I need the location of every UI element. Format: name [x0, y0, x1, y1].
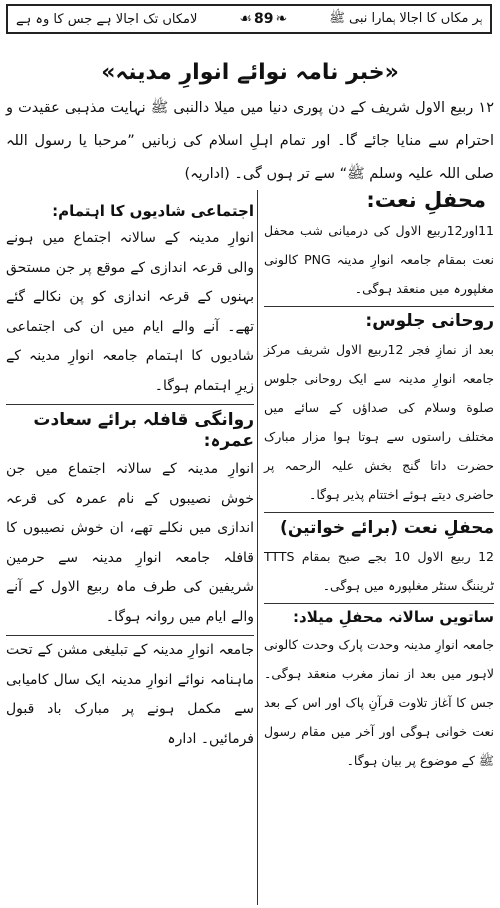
header-left-text: لامکاں تک اجالا ہے جس کا وہ ہے — [16, 11, 198, 27]
section-text: 11اور12ربیع الاول کی درمیانی شب محفل نعت بمقام جامعہ انوارِ مدینہ PNG کالونی مغلپورہ میں منعقد ہوگی۔ — [264, 216, 494, 307]
section-heading: روانگی قافلہ برائے سعادت عمرہ: — [33, 410, 254, 451]
page-number: ❧ 89 ☙ — [239, 11, 288, 27]
section-heading: محفلِ نعت (برائے خواتین) — [280, 518, 494, 538]
section-text: انوارِ مدینہ کے سالانہ اجتماع میں ہونے والی قرعہ اندازی کے موقع پر جن مستحق بہنوں کے قرعہ اندازی کو پن نکالے گئے تھے۔ آنے والے ایام میں ان کی اجتماعی شادیوں کا اہتمام جامعہ انوارِ مدینہ کے زیرِ اہتمام ہوگا۔ — [6, 224, 254, 405]
right-column — [264, 188, 494, 775]
section-heading: روحانی جلوس: — [365, 311, 494, 331]
page-header — [6, 4, 492, 34]
section-text: جامعہ انوارِ مدینہ کے تبلیغی مشن کے تحت ماہنامہ نوائے انوارِ مدینہ ایک سال کامیابی سے مکمل ہونے پر مبارک باد قبول فرمائیں۔ ادارہ — [6, 642, 254, 747]
intro-paragraph: ۱۲ ربیع الاول شریف کے دن پوری دنیا میں میلا دالنبی ﷺ نہایت مذہبی عقیدت و احترام سے منایا جائے گا۔ اور تمام اہلِ اسلام کی زبانیں ”مرحبا یا رسول اللہ صلی اللہ علیہ وسلم ﷺ“ سے تر ہوں گی۔ (اداریہ) — [6, 100, 494, 182]
page-title: «خبر نامہ نوائے انوارِ مدینہ» — [101, 60, 399, 85]
column-divider — [257, 190, 258, 905]
left-column — [6, 198, 254, 754]
section-heading: ساتویں سالانہ محفلِ میلاد: — [293, 608, 494, 626]
section-text: انوارِ مدینہ کے سالانہ اجتماع میں جن خوش نصیبوں کے نام عمرہ کی قرعہ اندازی میں نکلے تھے، ان خوش نصیبوں کا قافلہ جامعہ انوارِ مدینہ سے حرمین شریفین کی طرف ماہ ربیع الاول کے آنے والے ایام میں روانہ ہوگا۔ — [6, 455, 254, 636]
page-number-value: 89 — [253, 11, 274, 27]
section-text: 12 ربیع الاول 10 بجے صبح بمقام TTTS ٹریننگ سنٹر مغلپورہ میں ہوگی۔ — [264, 542, 494, 604]
section-heading: محفلِ نعت: — [366, 188, 486, 212]
section-text: جامعہ انوارِ مدینہ وحدت پارک وحدت کالونی لاہور میں بعد از نماز مغرب منعقد ہوگی۔ جس کا آغاز تلاوت قرآنِ پاک اور اس کے بعد نعت خوانی ہوگی اور آخر میں مقام رسول ﷺ کے موضوع پر بیان ہوگا۔ — [264, 637, 494, 768]
header-right-text: ہر مکاں کا اجالا ہمارا نبی ﷺ — [329, 10, 482, 26]
section-text: بعد از نمازِ فجر 12ربیع الاول شریف مرکز جامعہ انوارِ مدینہ سے ایک روحانی جلوس صلوة وسلام کی صداؤں کے سائے میں مختلف راستوں سے ہوتا ہوا مزار مبارک حضرت داتا گنج بخش علیہ الرحمہ پر حاضری دیتے ہوئے اختتام پذیر ہوگا۔ — [264, 335, 494, 513]
section-heading: اجتماعی شادیوں کا اہتمام: — [52, 202, 254, 220]
